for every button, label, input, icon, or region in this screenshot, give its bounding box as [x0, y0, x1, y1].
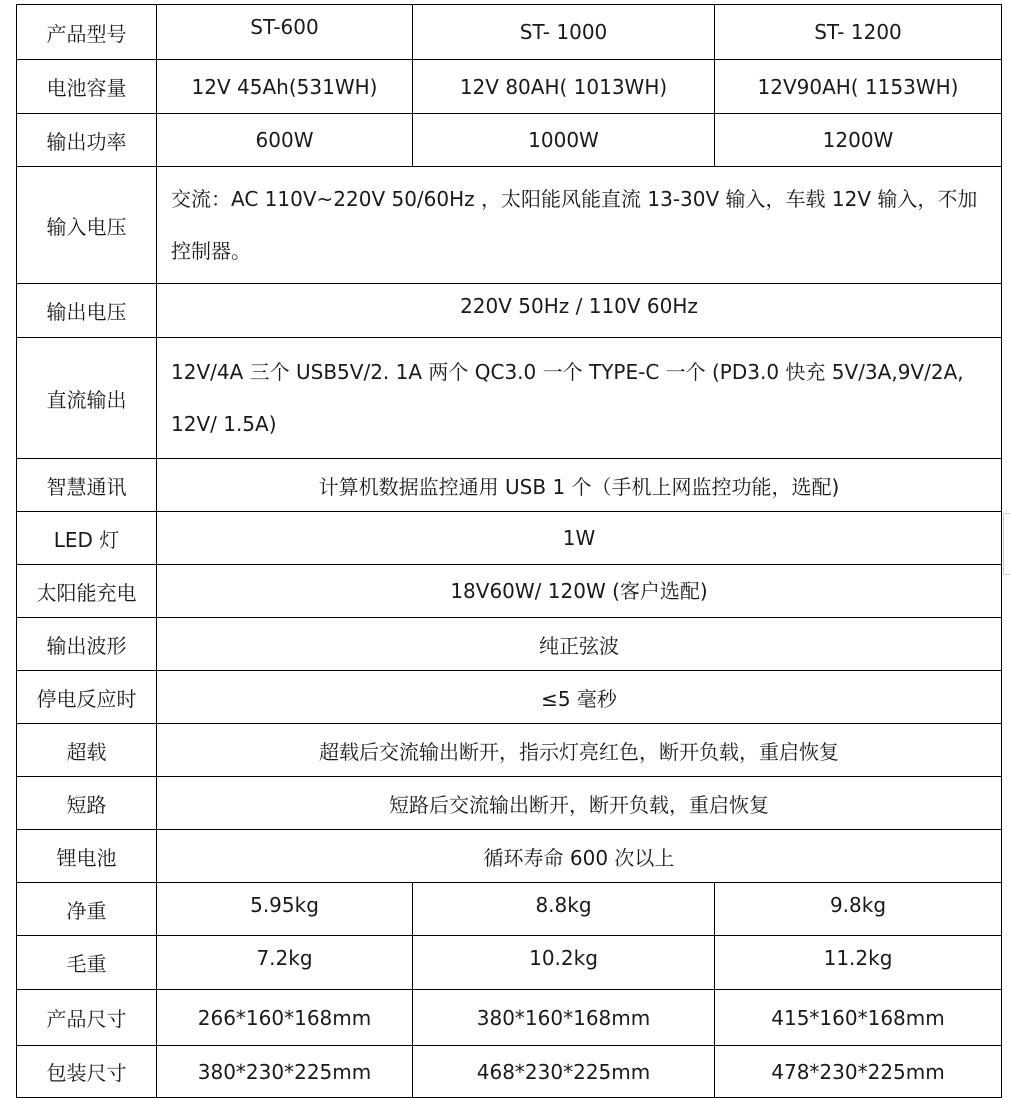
product-size-st1200: 415*160*168mm: [715, 990, 1002, 1046]
waveform-label: 输出波形: [17, 618, 157, 671]
gross-weight-st1000: 10.2kg: [413, 936, 715, 990]
row-net-weight: [17, 883, 1002, 936]
row-model: [17, 5, 1002, 60]
net-weight-label: 净重: [17, 883, 157, 936]
row-input-voltage: [17, 167, 1002, 284]
row-led: [17, 512, 1002, 565]
input-voltage-value: 交流：AC 110V~220V 50/60Hz ，太阳能风能直流 13-30V 输入，车载 12V 输入，不加控制器。: [157, 167, 1002, 284]
row-lithium: [17, 830, 1002, 883]
waveform-value: 纯正弦波: [157, 618, 1002, 671]
row-package-size: [17, 1046, 1002, 1098]
row-short-circuit: [17, 777, 1002, 830]
output-power-st1200: 1200W: [715, 114, 1002, 167]
dc-output-value: 12V/4A 三个 USB5V/2. 1A 两个 QC3.0 一个 TYPE-C 一个 (PD3.0 快充 5V/3A,9V/2A, 12V/ 1.5A): [157, 338, 1002, 459]
switch-time-value: ≤5 毫秒: [157, 671, 1002, 724]
battery-st600: 12V 45Ah(531WH): [157, 60, 413, 114]
smart-comm-label: 智慧通讯: [17, 459, 157, 512]
net-weight-st1000: 8.8kg: [413, 883, 715, 936]
row-product-size: [17, 990, 1002, 1046]
package-size-st1200: 478*230*225mm: [715, 1046, 1002, 1098]
output-power-label: 输出功率: [17, 114, 157, 167]
package-size-st600: 380*230*225mm: [157, 1046, 413, 1098]
battery-st1000: 12V 80AH( 1013WH): [413, 60, 715, 114]
solar-value: 18V60W/ 120W (客户选配): [157, 565, 1002, 618]
battery-st1200: 12V90AH( 1153WH): [715, 60, 1002, 114]
product-size-st600: 266*160*168mm: [157, 990, 413, 1046]
short-circuit-value: 短路后交流输出断开，断开负载，重启恢复: [157, 777, 1002, 830]
output-power-st600: 600W: [157, 114, 413, 167]
row-battery: [17, 60, 1002, 114]
model-st1200: ST- 1200: [715, 5, 1002, 60]
overload-label: 超载: [17, 724, 157, 777]
model-st1000: ST- 1000: [413, 5, 715, 60]
row-dc-output: [17, 338, 1002, 459]
short-circuit-label: 短路: [17, 777, 157, 830]
gross-weight-st1200: 11.2kg: [715, 936, 1002, 990]
row-gross-weight: [17, 936, 1002, 990]
product-size-st1000: 380*160*168mm: [413, 990, 715, 1046]
model-st600: ST-600: [157, 5, 413, 60]
row-output-voltage: [17, 284, 1002, 338]
output-power-st1000: 1000W: [413, 114, 715, 167]
led-label: LED 灯: [17, 512, 157, 565]
spec-table: [16, 4, 1002, 1098]
output-voltage-value: 220V 50Hz / 110V 60Hz: [157, 284, 1002, 338]
row-switch-time: [17, 671, 1002, 724]
net-weight-st600: 5.95kg: [157, 883, 413, 936]
page-edge-marker: [1003, 513, 1010, 575]
package-size-label: 包装尺寸: [17, 1046, 157, 1098]
product-size-label: 产品尺寸: [17, 990, 157, 1046]
row-output-power: [17, 114, 1002, 167]
row-overload: [17, 724, 1002, 777]
lithium-value: 循环寿命 600 次以上: [157, 830, 1002, 883]
output-voltage-label: 输出电压: [17, 284, 157, 338]
row-smart-comm: [17, 459, 1002, 512]
battery-label: 电池容量: [17, 60, 157, 114]
lithium-label: 锂电池: [17, 830, 157, 883]
row-waveform: [17, 618, 1002, 671]
dc-output-label: 直流输出: [17, 338, 157, 459]
overload-value: 超载后交流输出断开，指示灯亮红色，断开负载，重启恢复: [157, 724, 1002, 777]
gross-weight-label: 毛重: [17, 936, 157, 990]
net-weight-st1200: 9.8kg: [715, 883, 1002, 936]
led-value: 1W: [157, 512, 1002, 565]
switch-time-label: 停电反应时: [17, 671, 157, 724]
smart-comm-value: 计算机数据监控通用 USB 1 个（手机上网监控功能，选配): [157, 459, 1002, 512]
package-size-st1000: 468*230*225mm: [413, 1046, 715, 1098]
gross-weight-st600: 7.2kg: [157, 936, 413, 990]
solar-label: 太阳能充电: [17, 565, 157, 618]
input-voltage-label: 输入电压: [17, 167, 157, 284]
row-solar: [17, 565, 1002, 618]
model-label: 产品型号: [17, 5, 157, 60]
